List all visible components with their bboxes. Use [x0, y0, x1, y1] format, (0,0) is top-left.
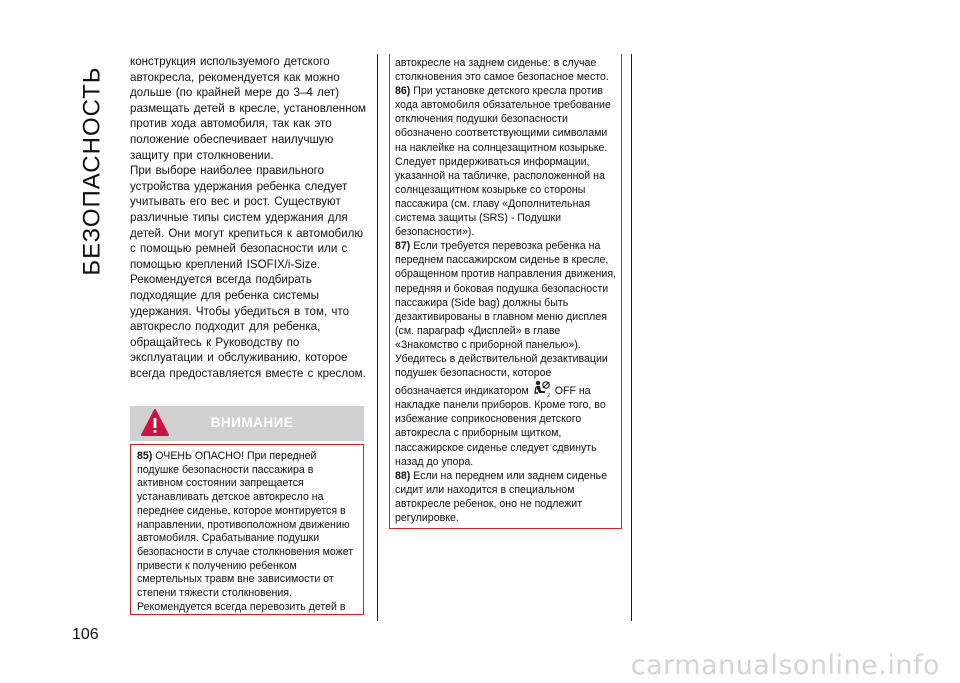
warning-note-88 [395, 469, 616, 525]
note-text: При установке детского кресла против хода автомобиля обязательное требование отключения подушки безопасности обозначено соответствующими символами на наклейке на солнцезащитном козырьке. Следует придерживаться информации, указанной на табличке, расположенной на солнцезащитном козырьке со стороны пассажира (см. главу «Дополнительная система защиты (SRS) - Подушки безопасности»). [395, 85, 611, 239]
note-number: 86) [395, 85, 411, 98]
passenger-airbag-off-icon [532, 380, 552, 398]
warning-banner [130, 406, 364, 441]
warning-note-85 [137, 450, 357, 614]
column-divider [377, 54, 378, 621]
warning-box-continued [389, 54, 622, 529]
page-edge-divider [631, 54, 632, 621]
body-column-left [130, 54, 368, 381]
paragraph: Рекомендуется всегда подбирать подходящие для ребенка системы удержания. Чтобы убедиться в том, что автокресло подходит для ребенка, обращайтесь к Руководству по эксплуатации и обслуживанию, которое всегда предоставляется вместе с креслом. [130, 273, 366, 380]
note-number: 87) [395, 240, 411, 253]
warning-note-87 [395, 239, 616, 469]
svg-text:2: 2 [546, 393, 550, 399]
page-number: 106 [72, 626, 99, 643]
note-number: 85) [137, 450, 153, 462]
paragraph: конструкция используемого детского автокресла, рекомендуется как можно дольше (по крайней мере до 3–4 лет) размещать детей в кресле, установленном против хода автомобиля, так как это положение обеспечивает наилучшую защиту при столкновении. [130, 55, 367, 162]
warning-box [130, 444, 364, 615]
warning-continuation: автокресле на заднем сиденье: в случае столкновения это самое безопасное место. [395, 57, 609, 84]
note-text: Если требуется перевозка ребенка на переднем пассажирском сиденье в кресле, обращенном против направления движения, передняя и боковая подушка безопасности пассажира (Side bag) должны быть дезактивированы в главном меню дисплея (см. параграф «Дисплей» в главе «Знакомство с приборной панелью»). Убедитесь в действительной дезактивации подушек безопасности, которое обозначается индикатором [395, 240, 616, 398]
note-text: OFF на накладке панели приборов. Кроме того, во избежание соприкосновения детского автокресла с приборным щитком, пассажирское сиденье следует сдвинуть назад до упора. [395, 385, 606, 468]
section-title: БЕЗОПАСНОСТЬ [79, 66, 107, 276]
note-number: 88) [395, 469, 411, 482]
note-text: Если на переднем или заднем сиденье сидит или находится в специальном автокресле ребенок, оно не подлежит регулировке. [395, 469, 607, 524]
watermark: carmanualsonline.info [630, 650, 940, 681]
warning-note-86 [395, 84, 616, 239]
note-text: ОЧЕНЬ ОПАСНО! При передней подушке безопасности пассажира в активном состоянии запрещается устанавливать детское автокресло на переднее сиденье, которое монтируется в направлении, противоположном движению автомобиля. Срабатывание подушки безопасности в случае столкновения может привести к получению ребенком смертельных травм вне зависимости от степени тяжести столкновения. Рекомендуется всегда перевозить детей в [137, 450, 354, 613]
warning-title: ВНИМАНИЕ [210, 415, 294, 430]
paragraph: При выборе наиболее правильного устройства удержания ребенка следует учитывать его вес и рост. Существуют различные типы систем удержания для детей. Они могут крепиться к автомобилю с помощью ремней безопасности или с помощью креплений ISOFIX/i-Size. [130, 164, 364, 271]
